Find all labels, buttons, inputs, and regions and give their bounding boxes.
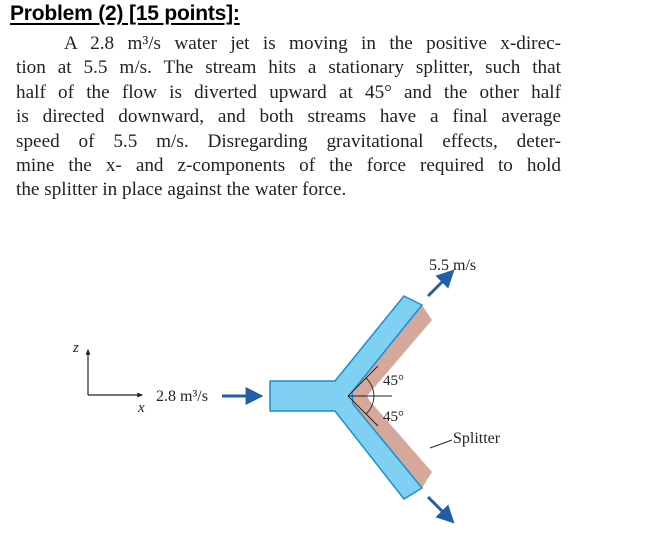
axis-z-label: z <box>73 340 79 356</box>
splitter-leader-line <box>430 440 452 448</box>
statement-line-4: is directed downward, and both streams have a final average <box>16 106 561 128</box>
statement-line-2: tion at 5.5 m/s. The stream hits a stationary splitter, such that <box>16 57 561 79</box>
inlet-flow-label: 2.8 m³/s <box>156 388 208 405</box>
angle-upper-label: 45° <box>383 373 404 389</box>
axis-x-label: x <box>138 400 145 416</box>
statement-line-6: mine the x- and z-components of the force required to hold <box>16 155 561 177</box>
outlet-arrow-upper <box>428 272 452 296</box>
outlet-speed-label: 5.5 m/s <box>429 257 477 274</box>
angle-lower-label: 45° <box>383 409 404 425</box>
statement-line-1: A 2.8 m³/s water jet is moving in the positive x-direc- <box>64 33 561 54</box>
statement-line-5: speed of 5.5 m/s. Disregarding gravitational effects, deter- <box>16 130 561 152</box>
water-stream <box>270 296 422 499</box>
outlet-arrow-lower <box>428 497 452 521</box>
problem-heading: Problem (2) [15 points]: <box>10 2 240 25</box>
statement-line-7: the splitter in place against the water force. <box>16 179 347 201</box>
splitter-label: Splitter <box>453 430 501 447</box>
statement-line-3: half of the flow is diverted upward at 45° and the other half <box>16 81 561 103</box>
coordinate-axes <box>72 340 145 416</box>
